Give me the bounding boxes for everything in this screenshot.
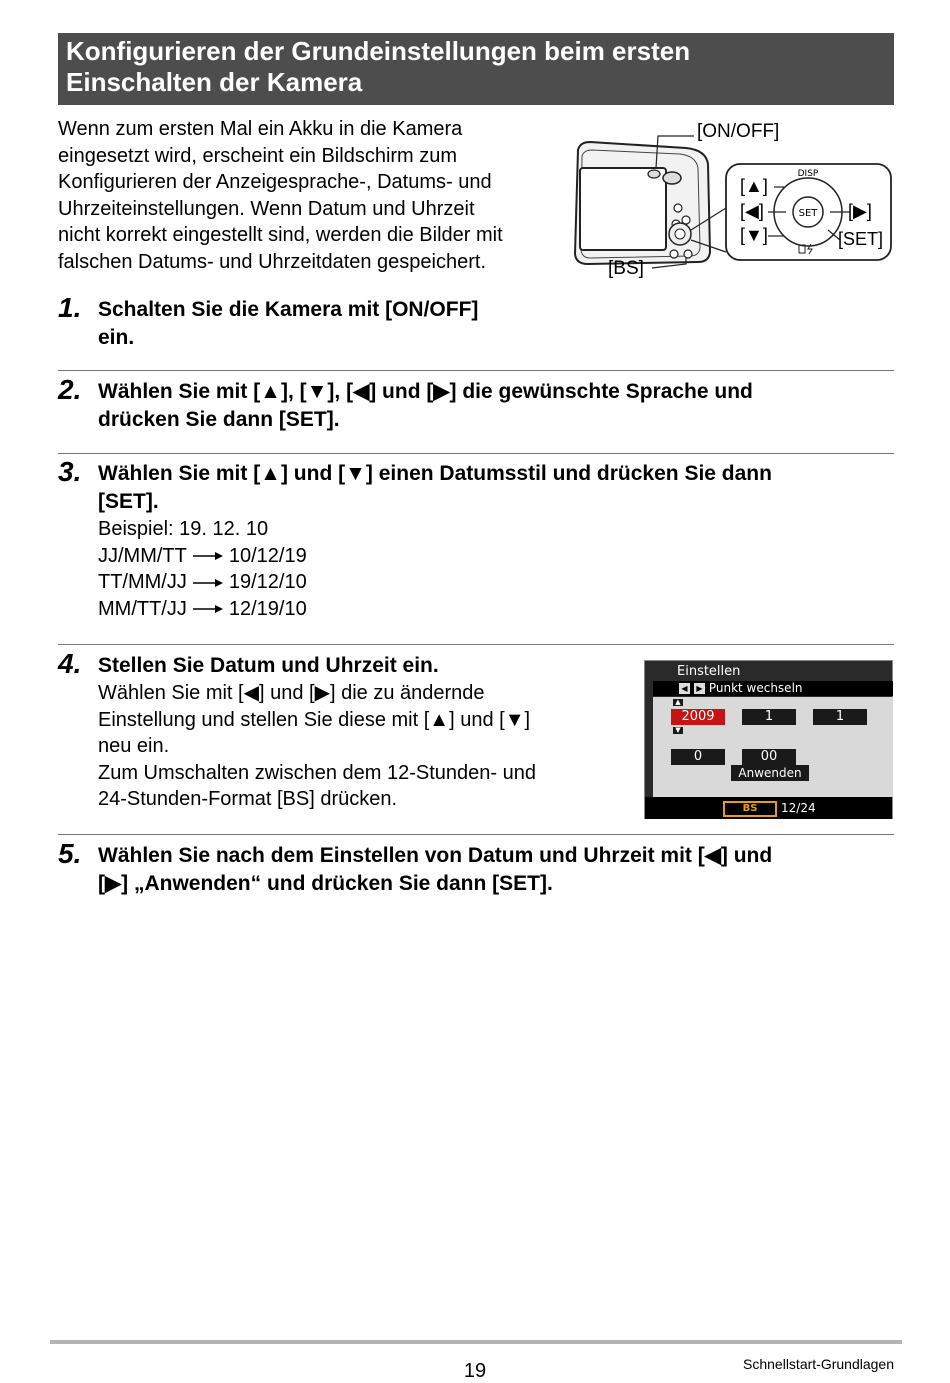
left-label: [◀]	[740, 201, 764, 221]
step-4	[58, 648, 618, 813]
step-title-line: drücken Sie dann [SET].	[98, 408, 340, 431]
step-body	[98, 516, 894, 622]
format-row	[98, 543, 894, 570]
intro-line: falschen Datums- und Uhrzeitdaten gespeichert.	[58, 250, 487, 273]
arrow-right-icon	[193, 577, 223, 589]
format-result: 12/19/10	[228, 597, 307, 620]
section-title-line2: Einschalten der Kamera	[66, 67, 363, 97]
year-field[interactable]: 2009	[671, 709, 725, 725]
up-label: [▲]	[740, 176, 768, 196]
step-title	[98, 460, 894, 516]
down-label: [▼]	[740, 225, 768, 245]
step-1	[58, 292, 578, 352]
format-row	[98, 596, 894, 623]
format-row	[98, 569, 894, 596]
step-body-line: 24-Stunden-Format [BS] drücken.	[98, 788, 398, 810]
step-number: 3.	[58, 456, 82, 487]
step-body-line: Einstellung und stellen Sie diese mit [▲] und [▼]	[98, 708, 531, 731]
format-code: MM/TT/JJ	[98, 597, 187, 620]
intro-line: eingesetzt wird, erscheint ein Bildschirm zum	[58, 144, 458, 167]
divider	[58, 370, 894, 371]
arrow-right-icon	[193, 550, 223, 562]
step-number: 2.	[58, 374, 82, 405]
format-result: 10/12/19	[228, 544, 307, 567]
minute-field[interactable]: 00	[742, 749, 796, 765]
divider	[58, 644, 894, 645]
step-2	[58, 374, 894, 434]
step-number: 1.	[58, 292, 82, 323]
step-title	[98, 842, 894, 898]
footer-rule	[50, 1340, 902, 1344]
hour-field[interactable]: 0	[671, 749, 725, 765]
step-title	[98, 296, 578, 352]
left-arrow-icon: ◀	[679, 683, 690, 694]
nav-hint-text: Punkt wechseln	[708, 681, 803, 695]
format-code: JJ/MM/TT	[98, 544, 187, 567]
date-time-screen	[644, 660, 893, 819]
set-label: [SET]	[838, 229, 884, 249]
footer-section-name: Schnellstart-Grundlagen	[743, 1356, 894, 1372]
divider	[58, 453, 894, 454]
bs-key-icon: BS	[723, 801, 777, 817]
step-body-line: Zum Umschalten zwischen dem 12-Stunden- und	[98, 761, 536, 784]
set-button-text: SET	[798, 208, 818, 219]
right-arrow-icon: ▶	[694, 683, 705, 694]
intro-line: Wenn zum ersten Mal ein Akku in die Kamera	[58, 118, 463, 140]
intro-paragraph	[58, 116, 558, 275]
example-text: Beispiel: 19. 12. 10	[98, 518, 269, 540]
format-result: 19/12/10	[228, 571, 307, 593]
month-field[interactable]: 1	[742, 709, 796, 725]
section-title	[58, 33, 894, 105]
step-5	[58, 838, 894, 898]
step-title-line: Schalten Sie die Kamera mit [ON/OFF]	[98, 298, 479, 321]
step-title-line: Stellen Sie Datum und Uhrzeit ein.	[98, 654, 439, 677]
section-title-line1: Konfigurieren der Grundeinstellungen beim ersten	[66, 36, 691, 66]
step-body	[98, 680, 618, 813]
step-body-line: neu ein.	[98, 735, 170, 757]
screen-title: Einstellen	[677, 664, 741, 679]
up-arrow-icon: ▲	[673, 699, 683, 706]
step-number: 5.	[58, 838, 82, 869]
divider	[58, 834, 894, 835]
step-number: 4.	[58, 648, 82, 679]
step-3	[58, 456, 894, 622]
down-arrow-icon: ▼	[673, 727, 683, 734]
screen-panel	[653, 697, 893, 797]
intro-line: Uhrzeiteinstellungen. Wenn Datum und Uhrzeit	[58, 197, 475, 220]
page-number: 19	[463, 1360, 487, 1382]
step-title	[98, 652, 618, 680]
format-toggle-text: 12/24	[781, 801, 816, 815]
intro-line: Konfigurieren der Anzeigesprache-, Datums- und	[58, 171, 492, 193]
step-title-line: Wählen Sie mit [▲], [▼], [◀] und [▶] die gewünschte Sprache und	[98, 380, 753, 403]
step-title-line: Wählen Sie nach dem Einstellen von Datum und Uhrzeit mit [◀] und	[98, 844, 773, 867]
step-body-line: Wählen Sie mit [◀] und [▶] die zu ändernde	[98, 682, 485, 704]
intro-line: nicht korrekt eingestellt sind, werden die Bilder mit	[58, 224, 503, 246]
bs-label: [BS]	[608, 258, 644, 279]
step-title-line: [SET].	[98, 490, 159, 513]
arrow-right-icon	[193, 603, 223, 615]
step-title-line: ein.	[98, 326, 135, 349]
step-title-line: Wählen Sie mit [▲] und [▼] einen Datumsstil und drücken Sie dann	[98, 462, 772, 485]
step-title-line: [▶] „Anwenden“ und drücken Sie dann [SET].	[98, 872, 553, 895]
disp-label: DISP	[797, 169, 819, 179]
format-code: TT/MM/JJ	[98, 571, 187, 593]
day-field[interactable]: 1	[813, 709, 867, 725]
screen-bottom-bar	[645, 797, 892, 819]
camera-illustration	[568, 112, 896, 287]
step-title	[98, 378, 894, 434]
apply-button[interactable]: Anwenden	[731, 765, 809, 781]
screen-nav-hint	[653, 681, 893, 696]
on-off-label: [ON/OFF]	[697, 121, 780, 142]
right-label: [▶]	[848, 201, 872, 221]
